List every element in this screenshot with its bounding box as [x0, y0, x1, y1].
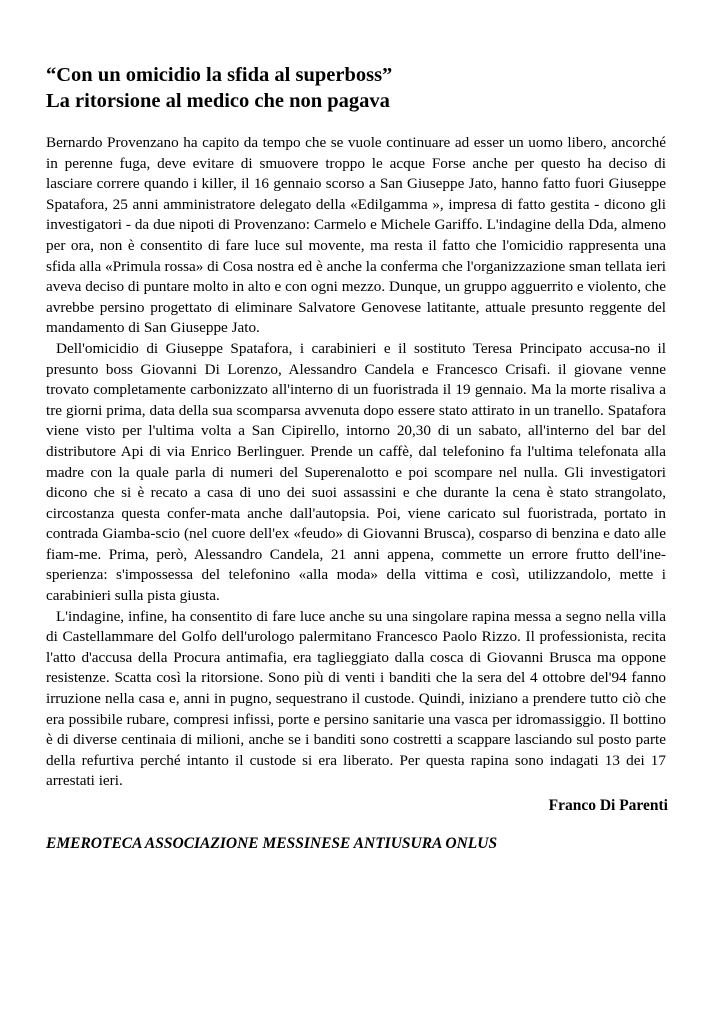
archive-footer: EMEROTECA ASSOCIAZIONE MESSINESE ANTIUSURA ONLUS: [46, 835, 498, 852]
headline-line-1: “Con un omicidio la sfida al superboss”: [46, 64, 393, 86]
article-body: [46, 133, 666, 792]
author-byline: Franco Di Parenti: [548, 797, 668, 814]
article-paragraph-3: L'indagine, infine, ha consentito di fare luce anche su una singolare rapina messa a segno nella villa di Castellammare del Golfo dell'urologo palermitano Francesco Paolo Rizzo. Il professionista, recita l'atto d'accusa della Procura antimafia, era taglieggiato dalla cosca di Giovanni Brusca ma oppone resistenze. Scatta così la ritorsione. Sono più di venti i banditi che la sera del 4 ottobre del'94 fanno irruzione nella casa e, anni in pugno, sequestrano il custode. Quindi, iniziano a prendere tutto ciò che era possibile rubare, compresi infissi, porte e persino sanitarie una vasca per idromassiggio. Il bottino è di diverse centinaia di milioni, anche se i banditi sono costretti a scappare lasciando sul posto parte della refurtiva perché intanto il custode si era liberato. Per questa rapina sono indagati 13 dei 17 arrestati ieri.: [46, 607, 666, 790]
article-paragraph-1: Bernardo Provenzano ha capito da tempo che se vuole continuare ad esser un uomo libero, ancorché in perenne fuga, deve evitare di smuovere troppo le acque Forse anche per questo ha deciso di lasciare correre quando i killer, il 16 gennaio scorso a San Giuseppe Jato, hanno fatto fuori Giuseppe Spatafora, 25 anni amministratore delegato della «Edilgamma », impresa di fatto gestita - dicono gli investigatori - da due nipoti di Provenzano: Carmelo e Michele Gariffo. L'indagine della Dda, almeno per ora, non è consentito di fare luce sul movente, ma resta il fatto che l'omicidio rappresenta una sfida alla «Primula rossa» di Cosa nostra ed è anche la conferma che l'organizzazione sman tellata ieri aveva deciso di puntare molto in alto e con ogni mezzo. Dunque, un gruppo agguerrito e violento, che avrebbe persino progettato di eliminare Salvatore Genovese latitante, attuale presunto reggente del mandamento di San Giuseppe Jato.: [46, 134, 666, 337]
headline-line-2: La ritorsione al medico che non pagava: [46, 90, 390, 112]
headline: [46, 62, 666, 114]
document-page: [46, 62, 666, 853]
article-paragraph-2: Dell'omicidio di Giuseppe Spatafora, i carabinieri e il sostituto Teresa Principato accusa-no il presunto boss Giovanni Di Lorenzo, Alessandro Candela e Francesco Crisafi. il giovane venne trovato completamente carbonizzato all'interno di un fuoristrada il 19 gennaio. Ma la morte risaliva a tre giorni prima, data della sua scomparsa avvenuta dopo essere stato attirato in un tranello. Spatafora viene visto per l'ultima volta a San Cipirello, intorno 20,30 di un sabato, all'interno del bar del distributore Api di via Enrico Berlinguer. Prende un caffè, dal telefonino fa l'ultima telefonata alla madre con la quale parla di numeri del Superenalotto e poi scompare nel nulla. Gli investigatori dicono che si è recato a casa di uno dei suoi assassini e che durante la cena è stato strangolato, circostanza questa confer-mata anche dall'autopsia. Poi, viene caricato sul fuoristrada, portato in contrada Giamba-scio (nel cuore dell'ex «feudo» di Giovanni Brusca), cosparso di benzina e dato alle fiam-me. Prima, però, Alessandro Candela, 21 anni appena, commette un errore frutto dell'ine-sperienza: s'impossessa del telefonino «alla moda» della vittima e così, utilizzandolo, mette i carabinieri sulla pista giusta.: [46, 339, 666, 605]
